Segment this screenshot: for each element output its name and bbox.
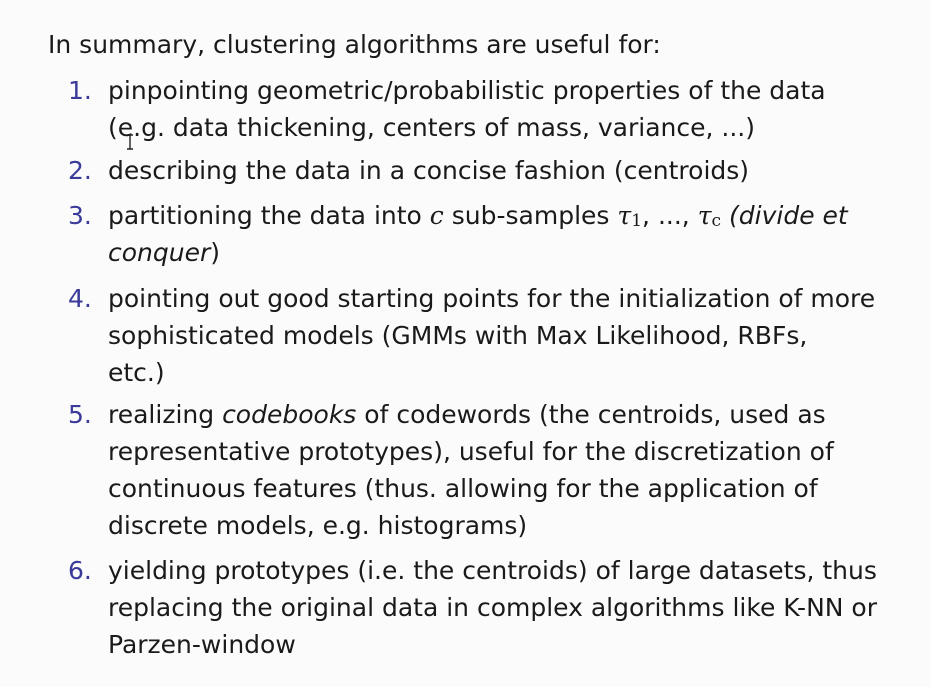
- item-line: discrete models, e.g. histograms): [108, 511, 528, 540]
- item-line: Parzen-window: [108, 630, 296, 659]
- item-line: describing the data in a concise fashion (centroids): [108, 156, 750, 185]
- text-segment: realizing: [108, 400, 223, 429]
- item-text: [108, 197, 908, 271]
- math-variable-c: c: [429, 201, 444, 230]
- item-text: [108, 152, 908, 189]
- text-segment: sub-samples: [443, 201, 618, 230]
- item-text: [108, 552, 908, 663]
- item-line: pointing out good starting points for the initialization of more: [108, 284, 876, 313]
- tau-symbol: τ: [697, 201, 712, 230]
- item-number: 5.: [68, 400, 92, 429]
- text-segment: , ...,: [642, 201, 698, 230]
- item-line: pinpointing geometric/probabilistic properties of the data: [108, 76, 826, 105]
- item-number: 4.: [68, 284, 92, 313]
- item-line: [108, 197, 908, 234]
- item-line: [108, 234, 908, 271]
- item-line: continuous features (thus. allowing for the application of: [108, 474, 818, 503]
- item-text: [108, 280, 908, 391]
- item-line: sophisticated models (GMMs with Max Likelihood, RBFs,: [108, 321, 808, 350]
- text-segment: of codewords (the centroids, used as: [356, 400, 826, 429]
- item-number: 6.: [68, 556, 92, 585]
- subscript-1: 1: [631, 211, 643, 231]
- item-line: representative prototypes), useful for the discretization of: [108, 437, 834, 466]
- item-text: [108, 396, 908, 544]
- item-line: yielding prototypes (i.e. the centroids) of large datasets, thus: [108, 556, 877, 585]
- item-line: [108, 396, 908, 433]
- item-line: etc.): [108, 358, 165, 387]
- math-tau-c: [698, 201, 721, 230]
- intro-text: In summary, clustering algorithms are useful for:: [48, 30, 661, 59]
- item-text: [108, 72, 908, 146]
- subscript-c: c: [711, 211, 722, 231]
- item-number: 3.: [68, 201, 92, 230]
- item-number: 2.: [68, 156, 92, 185]
- math-tau-1: [617, 201, 642, 230]
- item-number: 1.: [68, 76, 92, 105]
- item-line: (e.g. data thickening, centers of mass, variance, ...): [108, 113, 755, 142]
- italic-text: conquer: [108, 238, 211, 267]
- tau-symbol: τ: [617, 201, 632, 230]
- italic-text: (divide et: [721, 201, 848, 230]
- text-cursor-icon: [126, 134, 134, 150]
- text-segment: partitioning the data into: [108, 201, 430, 230]
- italic-text: codebooks: [222, 400, 357, 429]
- text-segment: ): [210, 238, 221, 267]
- item-line: replacing the original data in complex algorithms like K-NN or: [108, 593, 877, 622]
